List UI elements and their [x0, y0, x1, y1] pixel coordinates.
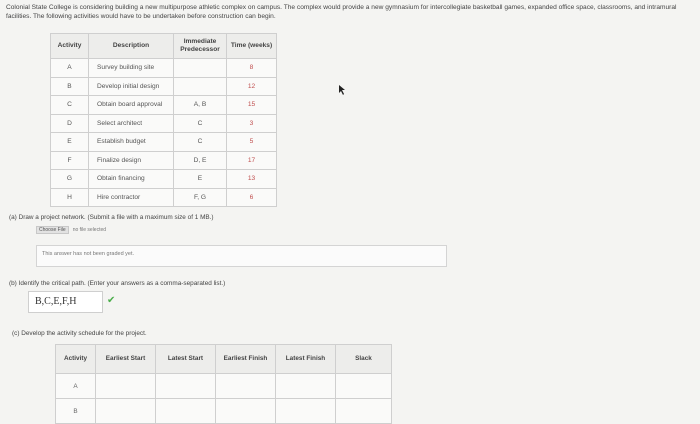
- header-latest-start: Latest Start: [156, 345, 216, 374]
- table-row: [51, 188, 277, 207]
- critical-path-input[interactable]: B,C,E,F,H: [28, 291, 103, 313]
- header-activity: Activity: [51, 34, 89, 59]
- cell-predecessor: F, G: [174, 188, 227, 207]
- header-activity: Activity: [56, 345, 96, 374]
- cell-time: 12: [227, 77, 277, 96]
- checkmark-icon: ✔: [107, 295, 116, 306]
- header-latest-finish: Latest Finish: [276, 345, 336, 374]
- cell-predecessor: C: [174, 114, 227, 133]
- cell-time: 8: [227, 59, 277, 78]
- latest-start-input[interactable]: [156, 374, 216, 399]
- slack-input[interactable]: [336, 374, 392, 399]
- cell-activity: F: [51, 151, 89, 170]
- cell-activity: B: [56, 399, 96, 424]
- cell-activity: C: [51, 96, 89, 115]
- cell-time: 3: [227, 114, 277, 133]
- cell-description: Develop initial design: [89, 77, 174, 96]
- header-description: Description: [89, 34, 174, 59]
- table-row: [56, 374, 392, 399]
- part-b-question: (b) Identify the critical path. (Enter your answers as a comma-separated list.): [9, 280, 226, 287]
- cell-time: 15: [227, 96, 277, 115]
- part-c-question: (c) Develop the activity schedule for the project.: [12, 330, 147, 337]
- earliest-finish-input[interactable]: [216, 374, 276, 399]
- cell-predecessor: D, E: [174, 151, 227, 170]
- cell-activity: G: [51, 170, 89, 189]
- cell-activity: D: [51, 114, 89, 133]
- earliest-finish-input[interactable]: [216, 399, 276, 424]
- header-earliest-finish: Earliest Finish: [216, 345, 276, 374]
- schedule-table: [55, 344, 392, 424]
- no-file-label: no file selected: [72, 227, 107, 233]
- cell-time: 6: [227, 188, 277, 207]
- file-upload: [36, 226, 106, 234]
- table-row: [51, 133, 277, 152]
- header-time: Time (weeks): [227, 34, 277, 59]
- cell-description: Select architect: [89, 114, 174, 133]
- earliest-start-input[interactable]: [96, 399, 156, 424]
- table-row: [51, 59, 277, 78]
- problem-intro: Colonial State College is considering building a new multipurpose athletic complex on campus. The complex would provide a new gymnasium for intercollegiate basketball games, expanded office space, classrooms, and intramural facilities. The following activities would have to be undertaken before construction can begin.: [6, 4, 677, 20]
- cell-description: Hire contractor: [89, 188, 174, 207]
- header-slack: Slack: [336, 345, 392, 374]
- mouse-cursor-icon: [339, 85, 347, 95]
- cell-activity: A: [56, 374, 96, 399]
- table-row: [56, 399, 392, 424]
- part-a-question: (a) Draw a project network. (Submit a file with a maximum size of 1 MB.): [9, 214, 214, 221]
- latest-finish-input[interactable]: [276, 374, 336, 399]
- latest-start-input[interactable]: [156, 399, 216, 424]
- graded-status-box: This answer has not been graded yet.: [36, 245, 447, 267]
- cell-description: Survey building site: [89, 59, 174, 78]
- table-row: [51, 96, 277, 115]
- choose-file-button[interactable]: Choose File: [36, 226, 69, 234]
- activity-table-header: [51, 34, 277, 59]
- cell-predecessor: C: [174, 133, 227, 152]
- slack-input[interactable]: [336, 399, 392, 424]
- earliest-start-input[interactable]: [96, 374, 156, 399]
- cell-activity: E: [51, 133, 89, 152]
- latest-finish-input[interactable]: [276, 399, 336, 424]
- cell-predecessor: A, B: [174, 96, 227, 115]
- table-row: [51, 170, 277, 189]
- cell-activity: H: [51, 188, 89, 207]
- cell-time: 5: [227, 133, 277, 152]
- cell-predecessor: [174, 59, 227, 78]
- header-earliest-start: Earliest Start: [96, 345, 156, 374]
- table-row: [51, 151, 277, 170]
- cell-predecessor: [174, 77, 227, 96]
- activity-table: [50, 33, 277, 207]
- cell-description: Obtain board approval: [89, 96, 174, 115]
- cell-description: Establish budget: [89, 133, 174, 152]
- cell-activity: B: [51, 77, 89, 96]
- cell-predecessor: E: [174, 170, 227, 189]
- cell-activity: A: [51, 59, 89, 78]
- cell-description: Obtain financing: [89, 170, 174, 189]
- table-row: [51, 114, 277, 133]
- header-predecessor: Immediate Predecessor: [174, 34, 227, 59]
- cell-description: Finalize design: [89, 151, 174, 170]
- schedule-table-header: [56, 345, 392, 374]
- table-row: [51, 77, 277, 96]
- cell-time: 17: [227, 151, 277, 170]
- cell-time: 13: [227, 170, 277, 189]
